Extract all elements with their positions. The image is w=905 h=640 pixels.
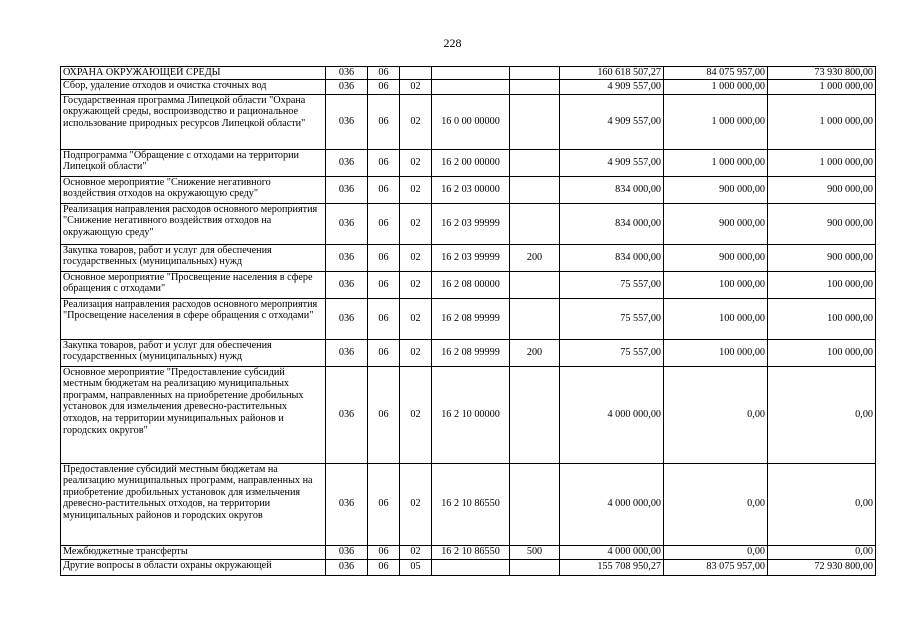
row-section-code: 06 bbox=[368, 94, 400, 149]
row-amount-year-1: 4 000 000,00 bbox=[560, 366, 664, 463]
row-ved-code: 036 bbox=[326, 244, 368, 271]
row-ved-code: 036 bbox=[326, 463, 368, 545]
table-row bbox=[61, 366, 876, 463]
row-ved-code: 036 bbox=[326, 67, 368, 80]
row-amount-year-1: 4 909 557,00 bbox=[560, 94, 664, 149]
row-section-code: 06 bbox=[368, 545, 400, 559]
row-amount-year-1: 160 618 507,27 bbox=[560, 67, 664, 80]
row-target-article: 16 2 00 00000 bbox=[432, 149, 510, 176]
row-expense-type bbox=[510, 203, 560, 244]
row-amount-year-1: 834 000,00 bbox=[560, 203, 664, 244]
row-amount-year-2: 83 075 957,00 bbox=[664, 559, 768, 575]
row-expense-type bbox=[510, 271, 560, 298]
row-amount-year-1: 834 000,00 bbox=[560, 176, 664, 203]
row-expense-type bbox=[510, 559, 560, 575]
row-name: Сбор, удаление отходов и очистка сточных вод bbox=[61, 79, 326, 94]
row-target-article: 16 2 08 00000 bbox=[432, 271, 510, 298]
row-expense-type: 200 bbox=[510, 244, 560, 271]
row-name: Межбюджетные трансферты bbox=[61, 545, 326, 559]
table-row bbox=[61, 203, 876, 244]
row-target-article: 16 2 03 99999 bbox=[432, 244, 510, 271]
row-subsection-code: 05 bbox=[400, 559, 432, 575]
row-expense-type bbox=[510, 176, 560, 203]
row-amount-year-2: 1 000 000,00 bbox=[664, 94, 768, 149]
row-amount-year-3: 0,00 bbox=[768, 366, 876, 463]
row-amount-year-3: 72 930 800,00 bbox=[768, 559, 876, 575]
row-amount-year-1: 4 000 000,00 bbox=[560, 463, 664, 545]
row-expense-type bbox=[510, 79, 560, 94]
row-subsection-code: 02 bbox=[400, 545, 432, 559]
row-amount-year-2: 84 075 957,00 bbox=[664, 67, 768, 80]
table-row bbox=[61, 339, 876, 366]
row-target-article: 16 2 03 00000 bbox=[432, 176, 510, 203]
table-row bbox=[61, 545, 876, 559]
row-target-article bbox=[432, 79, 510, 94]
row-amount-year-3: 900 000,00 bbox=[768, 244, 876, 271]
row-amount-year-3: 1 000 000,00 bbox=[768, 79, 876, 94]
row-ved-code: 036 bbox=[326, 176, 368, 203]
row-amount-year-2: 0,00 bbox=[664, 463, 768, 545]
row-target-article: 16 0 00 00000 bbox=[432, 94, 510, 149]
row-subsection-code: 02 bbox=[400, 339, 432, 366]
row-subsection-code bbox=[400, 67, 432, 80]
table-row bbox=[61, 463, 876, 545]
row-amount-year-3: 900 000,00 bbox=[768, 203, 876, 244]
row-expense-type: 500 bbox=[510, 545, 560, 559]
row-section-code: 06 bbox=[368, 149, 400, 176]
row-section-code: 06 bbox=[368, 463, 400, 545]
row-subsection-code: 02 bbox=[400, 271, 432, 298]
row-amount-year-1: 75 557,00 bbox=[560, 298, 664, 339]
row-ved-code: 036 bbox=[326, 298, 368, 339]
row-amount-year-1: 4 909 557,00 bbox=[560, 79, 664, 94]
row-section-code: 06 bbox=[368, 366, 400, 463]
row-target-article bbox=[432, 67, 510, 80]
table-row bbox=[61, 149, 876, 176]
row-section-code: 06 bbox=[368, 339, 400, 366]
table-row bbox=[61, 79, 876, 94]
row-expense-type bbox=[510, 298, 560, 339]
row-subsection-code: 02 bbox=[400, 176, 432, 203]
row-amount-year-2: 900 000,00 bbox=[664, 176, 768, 203]
row-name: Подпрограмма "Обращение с отходами на территории Липецкой области" bbox=[61, 149, 326, 176]
row-amount-year-2: 0,00 bbox=[664, 366, 768, 463]
row-target-article bbox=[432, 559, 510, 575]
row-subsection-code: 02 bbox=[400, 203, 432, 244]
row-subsection-code: 02 bbox=[400, 149, 432, 176]
row-ved-code: 036 bbox=[326, 366, 368, 463]
table-row bbox=[61, 298, 876, 339]
row-amount-year-1: 4 000 000,00 bbox=[560, 545, 664, 559]
row-expense-type bbox=[510, 67, 560, 80]
row-name: Реализация направления расходов основного мероприятия "Снижение негативного воздействия отходов на окружающую среду" bbox=[61, 203, 326, 244]
row-section-code: 06 bbox=[368, 176, 400, 203]
row-amount-year-2: 900 000,00 bbox=[664, 244, 768, 271]
row-amount-year-3: 900 000,00 bbox=[768, 176, 876, 203]
row-section-code: 06 bbox=[368, 203, 400, 244]
row-name: Другие вопросы в области охраны окружающей bbox=[61, 559, 326, 575]
row-name: Основное мероприятие "Снижение негативного воздействия отходов на окружающую среду" bbox=[61, 176, 326, 203]
row-amount-year-3: 1 000 000,00 bbox=[768, 94, 876, 149]
row-amount-year-3: 0,00 bbox=[768, 463, 876, 545]
row-target-article: 16 2 10 86550 bbox=[432, 463, 510, 545]
row-target-article: 16 2 08 99999 bbox=[432, 298, 510, 339]
row-target-article: 16 2 10 00000 bbox=[432, 366, 510, 463]
budget-table-body bbox=[61, 67, 876, 576]
row-name: Основное мероприятие "Предоставление субсидий местным бюджетам на реализацию муниципальных программ, направленных на приобретение дробильных установок для измельчения древесно-растительных отходов, на территории муниципальных районов и городских округов" bbox=[61, 366, 326, 463]
row-amount-year-1: 834 000,00 bbox=[560, 244, 664, 271]
table-row bbox=[61, 271, 876, 298]
row-section-code: 06 bbox=[368, 244, 400, 271]
budget-table bbox=[60, 66, 876, 576]
row-name: Предоставление субсидий местным бюджетам на реализацию муниципальных программ, направленных на приобретение дробильных установок для измельчения древесно-растительных отходов, на территории муниципальных районов и городских округов bbox=[61, 463, 326, 545]
row-name: Закупка товаров, работ и услуг для обеспечения государственных (муниципальных) нужд bbox=[61, 244, 326, 271]
table-row bbox=[61, 559, 876, 575]
row-amount-year-1: 75 557,00 bbox=[560, 271, 664, 298]
row-amount-year-2: 1 000 000,00 bbox=[664, 149, 768, 176]
row-ved-code: 036 bbox=[326, 559, 368, 575]
row-expense-type bbox=[510, 94, 560, 149]
row-amount-year-2: 100 000,00 bbox=[664, 298, 768, 339]
row-subsection-code: 02 bbox=[400, 79, 432, 94]
row-amount-year-2: 100 000,00 bbox=[664, 339, 768, 366]
row-amount-year-2: 1 000 000,00 bbox=[664, 79, 768, 94]
row-ved-code: 036 bbox=[326, 203, 368, 244]
row-target-article: 16 2 03 99999 bbox=[432, 203, 510, 244]
row-amount-year-3: 100 000,00 bbox=[768, 339, 876, 366]
row-name: Государственная программа Липецкой области "Охрана окружающей среды, воспроизводство и рациональное использование природных ресурсов Липецкой области" bbox=[61, 94, 326, 149]
table-row bbox=[61, 176, 876, 203]
row-amount-year-2: 100 000,00 bbox=[664, 271, 768, 298]
row-section-code: 06 bbox=[368, 79, 400, 94]
row-ved-code: 036 bbox=[326, 271, 368, 298]
row-amount-year-3: 100 000,00 bbox=[768, 298, 876, 339]
row-amount-year-2: 900 000,00 bbox=[664, 203, 768, 244]
row-name: Основное мероприятие "Просвещение населения в сфере обращения с отходами" bbox=[61, 271, 326, 298]
row-amount-year-3: 100 000,00 bbox=[768, 271, 876, 298]
row-amount-year-3: 1 000 000,00 bbox=[768, 149, 876, 176]
row-ved-code: 036 bbox=[326, 149, 368, 176]
page-number: 228 bbox=[443, 36, 462, 50]
row-expense-type bbox=[510, 149, 560, 176]
row-ved-code: 036 bbox=[326, 94, 368, 149]
row-amount-year-1: 4 909 557,00 bbox=[560, 149, 664, 176]
row-section-code: 06 bbox=[368, 298, 400, 339]
row-target-article: 16 2 08 99999 bbox=[432, 339, 510, 366]
row-ved-code: 036 bbox=[326, 339, 368, 366]
row-name: Закупка товаров, работ и услуг для обеспечения государственных (муниципальных) нужд bbox=[61, 339, 326, 366]
table-row bbox=[61, 94, 876, 149]
row-amount-year-2: 0,00 bbox=[664, 545, 768, 559]
row-subsection-code: 02 bbox=[400, 366, 432, 463]
row-section-code: 06 bbox=[368, 559, 400, 575]
row-target-article: 16 2 10 86550 bbox=[432, 545, 510, 559]
row-ved-code: 036 bbox=[326, 545, 368, 559]
row-ved-code: 036 bbox=[326, 79, 368, 94]
row-name: ОХРАНА ОКРУЖАЮЩЕЙ СРЕДЫ bbox=[61, 67, 326, 80]
table-row bbox=[61, 244, 876, 271]
table-row bbox=[61, 67, 876, 80]
row-subsection-code: 02 bbox=[400, 244, 432, 271]
row-amount-year-1: 155 708 950,27 bbox=[560, 559, 664, 575]
row-subsection-code: 02 bbox=[400, 463, 432, 545]
row-expense-type bbox=[510, 463, 560, 545]
row-section-code: 06 bbox=[368, 271, 400, 298]
row-expense-type bbox=[510, 366, 560, 463]
row-amount-year-3: 73 930 800,00 bbox=[768, 67, 876, 80]
row-name: Реализация направления расходов основного мероприятия "Просвещение населения в сфере обращения с отходами" bbox=[61, 298, 326, 339]
row-section-code: 06 bbox=[368, 67, 400, 80]
row-amount-year-3: 0,00 bbox=[768, 545, 876, 559]
row-expense-type: 200 bbox=[510, 339, 560, 366]
row-amount-year-1: 75 557,00 bbox=[560, 339, 664, 366]
row-subsection-code: 02 bbox=[400, 94, 432, 149]
row-subsection-code: 02 bbox=[400, 298, 432, 339]
